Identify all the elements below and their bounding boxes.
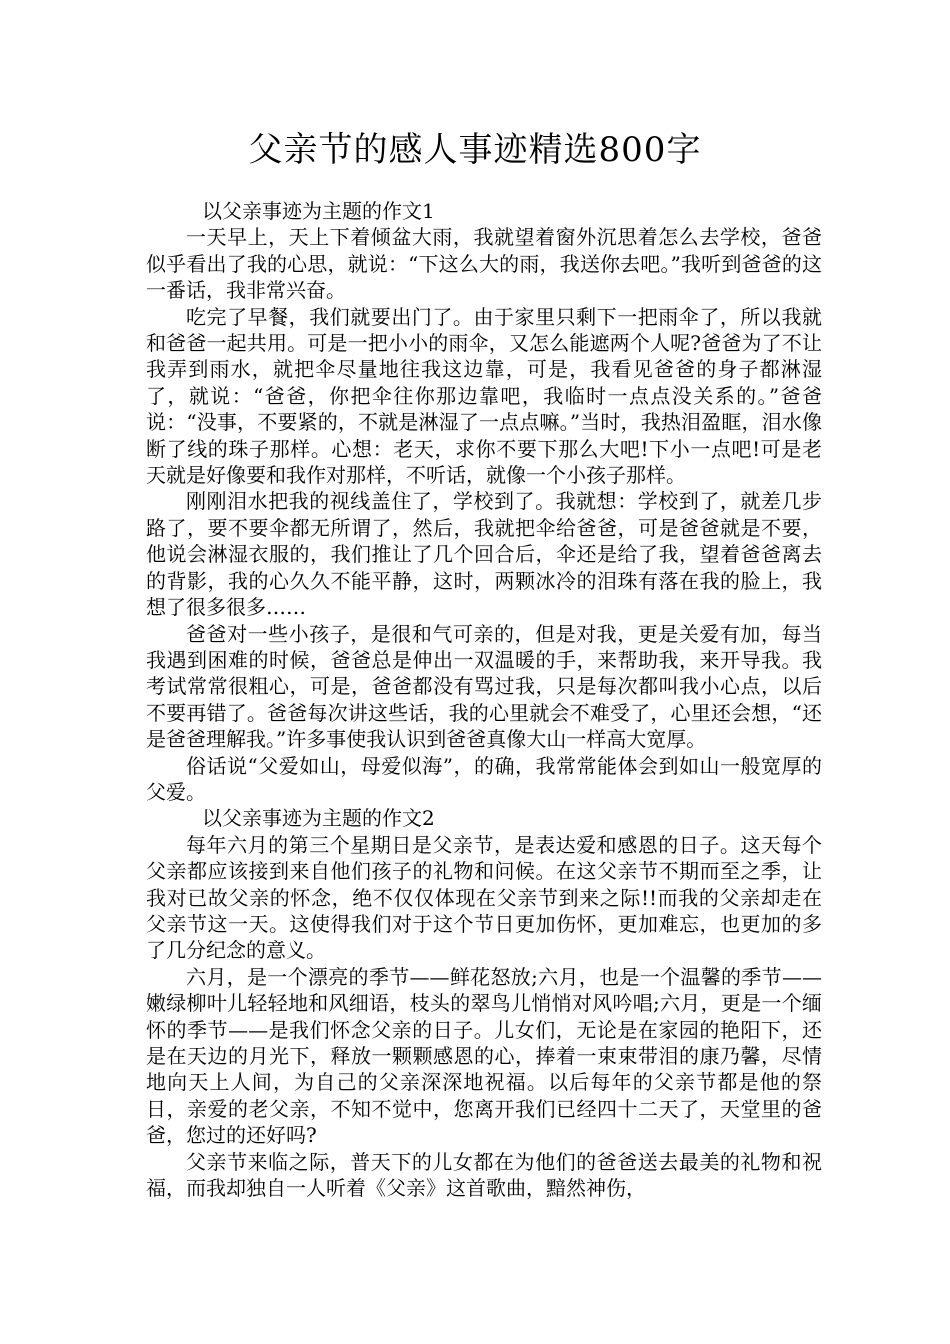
paragraph-8: 父亲节来临之际，普天下的儿女都在为他们的爸爸送去最美的礼物和祝福，而我却独自一人听着《父亲》这首歌曲，黯然神伤，: [146, 1149, 822, 1201]
page-title: 父亲节的感人事迹精选800字: [248, 130, 702, 170]
section-heading-2: 以父亲事迹为主题的作文2: [202, 806, 435, 831]
paragraph-1: 一天早上，天上下着倾盆大雨，我就望着窗外沉思着怎么去学校，爸爸似乎看出了我的心思，就说：“下这么大的雨，我送你去吧。”我听到爸爸的这一番话，我非常兴奋。: [146, 225, 822, 303]
paragraph-6: 每年六月的第三个星期日是父亲节，是表达爱和感恩的日子。这天每个父亲都应该接到来自他们孩子的礼物和问候。在这父亲节不期而至之季，让我对已故父亲的怀念，绝不仅仅体现在父亲节到来之际!!而我的父亲却走在父亲节这一天。这使得我们对于这个节日更加伤怀，更加难忘，也更加的多了几分纪念的意义。: [146, 832, 822, 963]
paragraph-5: 俗话说“父爱如山，母爱似海”，的确，我常常能体会到如山一般宽厚的父爱。: [146, 753, 822, 804]
paragraph-3: 刚刚泪水把我的视线盖住了，学校到了。我就想：学校到了，就差几步路了，要不要伞都无所谓了，然后，我就把伞给爸爸，可是爸爸就是不要，他说会淋湿衣服的，我们推让了几个回合后，伞还是给了我，望着爸爸离去的背影，我的心久久不能平静，这时，两颗冰冷的泪珠有落在我的脸上，我想了很多很多……: [146, 489, 822, 620]
section-heading-1: 以父亲事迹为主题的作文1: [202, 199, 435, 223]
paragraph-4: 爸爸对一些小孩子，是很和气可亲的，但是对我，更是关爱有加，每当我遇到困难的时候，爸爸总是伸出一双温暖的手，来帮助我，来开导我。我考试常常很粗心，可是，爸爸都没有骂过我，只是每次都叫我小心点，以后不要再错了。爸爸每次讲这些话，我的心里就会不难受了，心里还会想，“还是爸爸理解我。”许多事使我认识到爸爸真像大山一样高大宽厚。: [146, 621, 822, 752]
document-body: [146, 198, 822, 1201]
paragraph-7: 六月，是一个漂亮的季节——鲜花怒放;六月，也是一个温馨的季节——嫩绿柳叶儿轻轻地和风细语，枝头的翠鸟儿悄悄对风吟唱;六月，更是一个缅怀的季节——是我们怀念父亲的日子。儿女们，无论是在家园的艳阳下，还是在天边的月光下，释放一颗颗感恩的心，捧着一束束带泪的康乃馨，尽情地向天上人间，为自己的父亲深深地祝福。以后每年的父亲节都是他的祭日，亲爱的老父亲，不知不觉中，您离开我们已经四十二天了，天堂里的爸爸，您过的还好吗?: [146, 964, 822, 1148]
paragraph-2: 吃完了早餐，我们就要出门了。由于家里只剩下一把雨伞了，所以我就和爸爸一起共用。可是一把小小的雨伞，又怎么能遮两个人呢?爸爸为了不让我弄到雨水，就把伞尽量地往我这边靠，可是，我看见爸爸的身子都淋湿了，就说：“爸爸，你把伞往你那边靠吧，我临时一点点没关系的。”爸爸说：“没事，不要紧的，不就是淋湿了一点点嘛。”当时，我热泪盈眶，泪水像断了线的珠子那样。心想：老天，求你不要下那么大吧!下小一点吧!可是老天就是好像要和我作对那样，不听话，就像一个小孩子那样。: [146, 304, 822, 488]
